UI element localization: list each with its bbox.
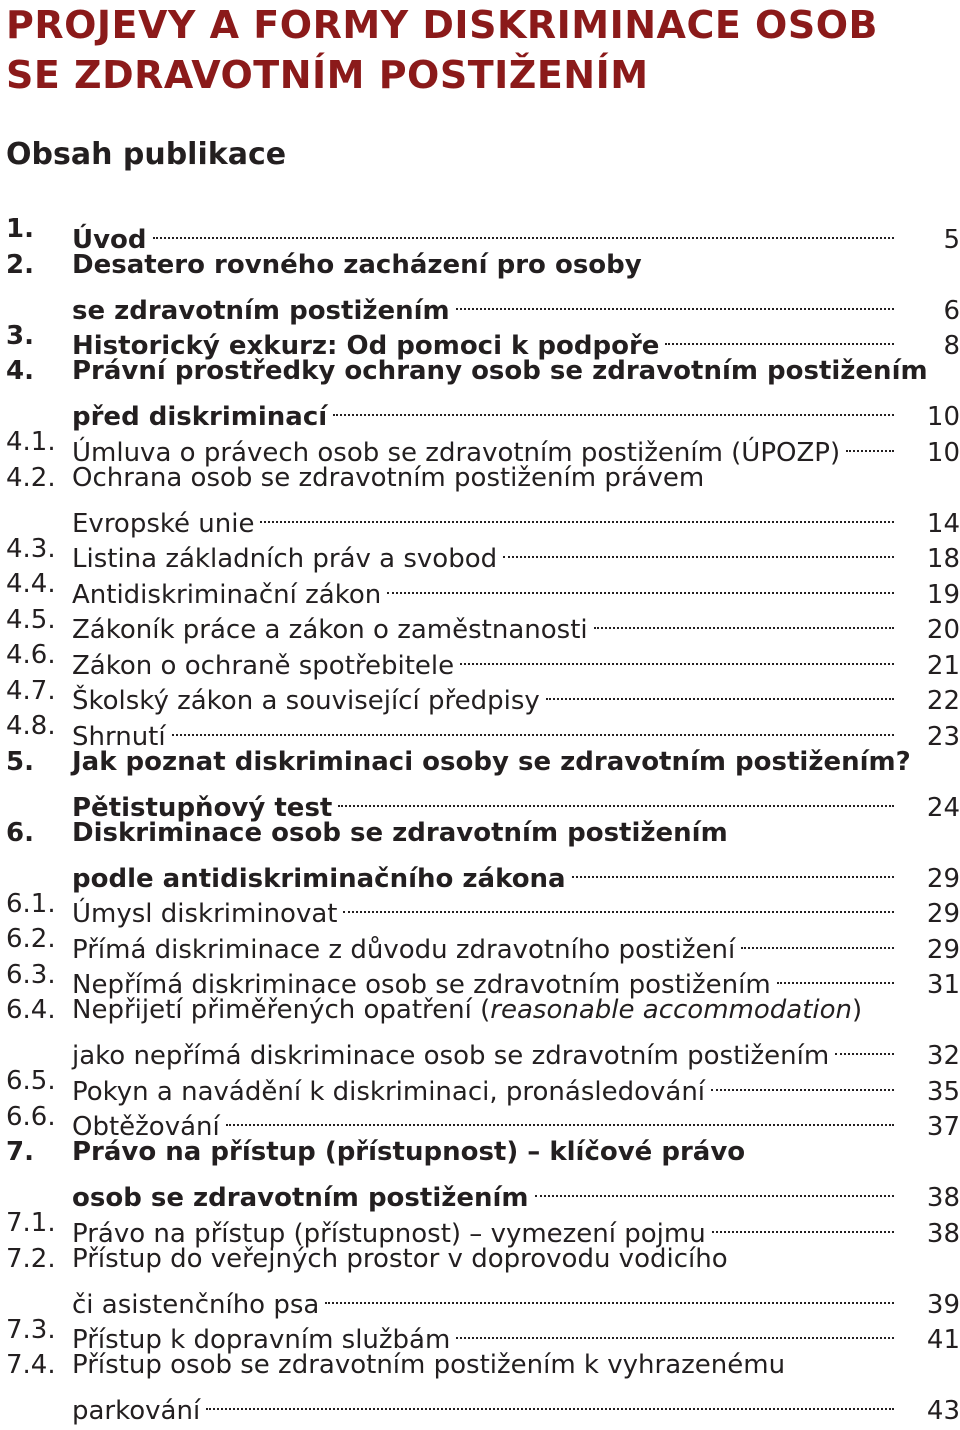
toc-line [6, 1206, 960, 1249]
toc-page-number: 29 [926, 863, 960, 894]
toc-title: Přímá diskriminace z důvodu zdravotního postižení [72, 934, 736, 965]
toc-line [6, 248, 960, 284]
toc-line [6, 425, 960, 468]
toc-title: Přístup do veřejných prostor v doprovodu vodicího [72, 1243, 728, 1274]
toc-line [6, 887, 960, 929]
toc-entry [6, 461, 960, 539]
dot-leader [153, 212, 894, 248]
toc-entry [6, 603, 960, 645]
dot-leader [333, 390, 894, 426]
toc-entry [6, 248, 960, 326]
toc-entry [6, 709, 960, 752]
toc-title: Pětistupňový test [72, 792, 333, 823]
toc-entry [6, 816, 960, 894]
toc-number: 4. [6, 356, 34, 386]
toc-number: 4.8. [6, 711, 56, 741]
toc-number: 5. [6, 746, 34, 777]
toc-title: Ochrana osob se zdravotním postižením právem [72, 462, 705, 493]
toc-entry [6, 993, 960, 1071]
toc-page-number: 38 [926, 1183, 960, 1213]
toc-title: Shrnutí [72, 721, 166, 752]
toc-line [6, 461, 960, 497]
toc-title-italic: reasonable accommodation [490, 995, 852, 1025]
toc-title: Evropské unie [72, 508, 255, 539]
toc-page-number: 29 [926, 934, 960, 965]
toc-number: 7.3. [6, 1314, 56, 1345]
toc-title: Desatero rovného zacházení pro osoby [72, 249, 642, 280]
dot-leader [777, 958, 894, 994]
toc-title: jako nepřímá diskriminace osob se zdravotním postižením [72, 1041, 830, 1071]
toc-line [6, 816, 960, 852]
toc-page-number: 10 [926, 402, 960, 432]
toc-line [6, 567, 960, 610]
toc-entry [6, 1242, 960, 1320]
dot-leader [712, 1206, 894, 1242]
toc-title: Obtěžování [72, 1112, 220, 1142]
toc-number: 2. [6, 249, 34, 280]
toc-line [6, 1313, 960, 1355]
toc-title: osob se zdravotním postižením [72, 1183, 529, 1213]
toc-title: Přístup k dopravním službám [72, 1325, 451, 1355]
toc-line [6, 354, 960, 390]
toc-entry [6, 958, 960, 1000]
toc-number: 6.2. [6, 924, 56, 954]
toc-page-number: 37 [926, 1112, 960, 1142]
toc-title: před diskriminací [72, 402, 328, 432]
toc-page-number: 41 [926, 1325, 960, 1355]
title-line-1: PROJEVY A FORMY DISKRIMINACE OSOB [6, 3, 878, 47]
toc-number: 3. [6, 320, 34, 351]
toc-title: Právní prostředky ochrany osob se zdravotním postižením [72, 356, 928, 386]
toc-entry [6, 1064, 960, 1107]
toc-line [6, 1064, 960, 1107]
toc-number: 6. [6, 817, 34, 848]
toc-page-number: 18 [926, 544, 960, 574]
toc-page-number: 43 [926, 1396, 960, 1426]
toc-title: Úmluva o právech osob se zdravotním postižením (ÚPOZP) [72, 437, 841, 468]
toc-line [6, 1029, 960, 1071]
dot-leader [338, 780, 894, 816]
toc-entry [6, 354, 960, 432]
toc-title: Pokyn a navádění k diskriminaci, pronásledování [72, 1076, 706, 1107]
toc-line [6, 745, 960, 781]
toc-line [6, 1384, 960, 1426]
toc-number: 4.2. [6, 462, 56, 493]
toc-title: Diskriminace osob se zdravotním postižením [72, 817, 728, 848]
toc-line [6, 709, 960, 752]
toc-page-number: 35 [926, 1076, 960, 1107]
toc-title: se zdravotním postižením [72, 295, 450, 326]
toc-title-part: ) [852, 995, 863, 1025]
toc-number: 6.3. [6, 959, 56, 990]
toc-entry [6, 425, 960, 468]
toc-number: 6.1. [6, 888, 56, 919]
toc-entry [6, 212, 960, 255]
toc-entry [6, 674, 960, 716]
dot-leader [226, 1100, 894, 1136]
toc-line [6, 851, 960, 894]
toc-number: 6.4. [6, 995, 56, 1025]
toc-line [6, 922, 960, 965]
toc-number: 7.4. [6, 1350, 56, 1380]
toc-title: parkování [72, 1396, 201, 1426]
toc-number: 4.3. [6, 533, 56, 564]
toc-page-number: 20 [926, 615, 960, 645]
toc-page-number: 19 [926, 579, 960, 610]
toc-entry [6, 1100, 960, 1142]
toc-line [6, 1277, 960, 1320]
toc-title: Právo na přístup (přístupnost) – vymezení pojmu [72, 1218, 706, 1249]
dot-leader [846, 425, 894, 461]
toc-number: 4.1. [6, 427, 56, 457]
toc-line [6, 603, 960, 645]
toc-line [6, 496, 960, 539]
toc-title: Antidiskriminační zákon [72, 579, 382, 610]
toc-title: Nepřímá diskriminace osob se zdravotním postižením [72, 970, 771, 1000]
toc-page-number: 23 [926, 721, 960, 752]
toc-page-number: 38 [926, 1218, 960, 1249]
dot-leader [456, 283, 894, 319]
dot-leader [572, 851, 894, 887]
toc-number: 7.2. [6, 1243, 56, 1274]
dot-leader [535, 1171, 894, 1207]
toc-line [6, 1100, 960, 1142]
toc-number: 1. [6, 214, 34, 244]
toc-title: Školský zákon a související předpisy [72, 686, 540, 716]
toc-entry [6, 1348, 960, 1426]
table-of-contents [6, 212, 960, 1426]
toc-page-number: 8 [943, 331, 960, 361]
toc-page-number: 24 [926, 792, 960, 823]
toc-line [6, 674, 960, 716]
toc-line [6, 319, 960, 361]
toc-number: 6.5. [6, 1066, 56, 1096]
toc-page-number: 21 [926, 650, 960, 681]
toc-page-number: 5 [943, 224, 960, 255]
toc-number: 7.1. [6, 1208, 56, 1238]
toc-line [6, 283, 960, 326]
toc-page-number: 29 [926, 899, 960, 929]
dot-leader [387, 567, 894, 603]
toc-line [6, 958, 960, 1000]
toc-entry [6, 887, 960, 929]
toc-line [6, 532, 960, 574]
toc-title [72, 993, 862, 1029]
toc-entry [6, 1206, 960, 1249]
toc-line [6, 1135, 960, 1171]
toc-title: Zákon o ochraně spotřebitele [72, 650, 455, 681]
section-heading: Obsah publikace [6, 137, 287, 172]
toc-title: Úmysl diskriminovat [72, 899, 338, 929]
toc-page-number: 39 [926, 1289, 960, 1320]
dot-leader [665, 319, 894, 355]
toc-line [6, 212, 960, 255]
toc-title: Zákoník práce a zákon o zaměstnanosti [72, 615, 588, 645]
toc-title: Úvod [72, 224, 147, 255]
dot-leader [172, 709, 894, 745]
document-title [6, 0, 946, 100]
dot-leader [456, 1313, 894, 1349]
dot-leader [741, 922, 894, 958]
toc-title: Právo na přístup (přístupnost) – klíčové právo [72, 1137, 746, 1167]
toc-entry [6, 567, 960, 610]
toc-number: 4.5. [6, 604, 56, 635]
dot-leader [835, 1029, 894, 1065]
toc-line [6, 390, 960, 432]
dot-leader [460, 638, 894, 674]
toc-page-number: 31 [926, 970, 960, 1000]
toc-number: 4.6. [6, 640, 56, 670]
dot-leader [325, 1277, 894, 1313]
toc-number: 4.4. [6, 569, 56, 599]
toc-title: Jak poznat diskriminaci osoby se zdravotním postižením? [72, 746, 911, 777]
toc-line [6, 1242, 960, 1278]
toc-entry [6, 532, 960, 574]
toc-page-number: 32 [926, 1041, 960, 1071]
dot-leader [260, 496, 894, 532]
toc-number: 6.6. [6, 1101, 56, 1132]
toc-entry [6, 638, 960, 681]
toc-entry [6, 1135, 960, 1213]
toc-entry [6, 922, 960, 965]
dot-leader [546, 674, 894, 710]
toc-title: podle antidiskriminačního zákona [72, 863, 566, 894]
dot-leader [343, 887, 894, 923]
toc-entry [6, 319, 960, 361]
toc-line [6, 638, 960, 681]
dot-leader [594, 603, 894, 639]
toc-number: 7. [6, 1137, 34, 1167]
toc-page-number: 22 [926, 686, 960, 716]
dot-leader [711, 1064, 894, 1100]
toc-title: Listina základních práv a svobod [72, 544, 498, 574]
title-line-2: SE ZDRAVOTNÍM POSTIŽENÍM [6, 53, 649, 97]
toc-page-number: 10 [926, 437, 960, 468]
toc-line [6, 993, 960, 1029]
toc-entry [6, 745, 960, 823]
toc-page-number: 14 [926, 508, 960, 539]
toc-entry [6, 1313, 960, 1355]
toc-line [6, 1348, 960, 1384]
toc-page-number: 6 [943, 295, 960, 326]
toc-title: či asistenčního psa [72, 1289, 320, 1320]
toc-title: Historický exkurz: Od pomoci k podpoře [72, 331, 660, 361]
toc-line [6, 1171, 960, 1213]
toc-line [6, 780, 960, 823]
toc-title-part: Nepřijetí přiměřených opatření ( [72, 995, 491, 1025]
dot-leader [206, 1384, 894, 1420]
toc-number: 4.7. [6, 675, 56, 706]
toc-title: Přístup osob se zdravotním postižením k vyhrazenému [72, 1350, 786, 1380]
dot-leader [503, 532, 894, 568]
